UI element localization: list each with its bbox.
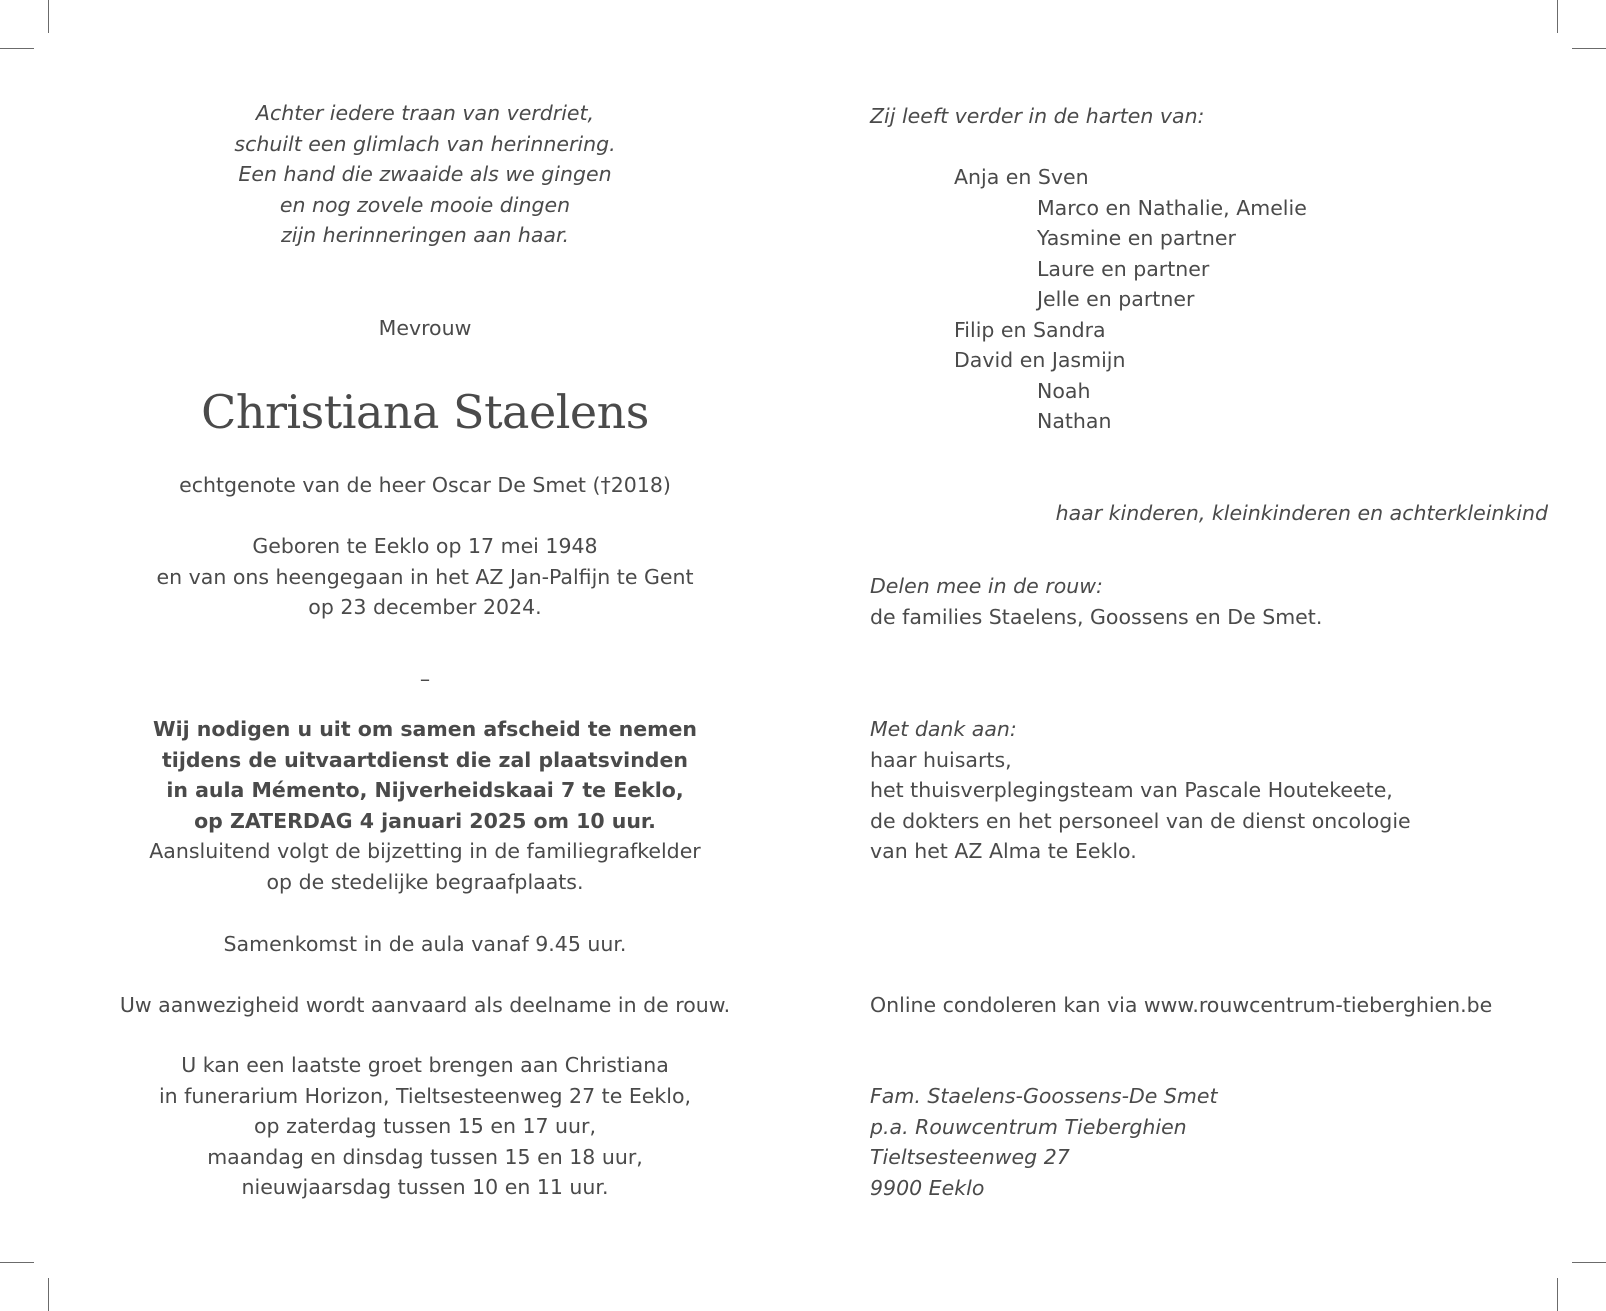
poem [110,98,740,251]
invitation [110,714,740,897]
thanks [870,714,1590,867]
thanks-line: haar huisarts, [870,747,1012,772]
presence-line: Uw aanwezigheid wordt aanvaard als deelname in de rouw. [119,993,731,1017]
crop-mark [48,1278,49,1311]
invitation-line: tijdens de uitvaartdienst die zal plaatsvinden [162,747,688,772]
visitation-line: op zaterdag tussen 15 en 17 uur, [254,1114,596,1138]
visitation-line: maandag en dinsdag tussen 15 en 18 uur, [207,1144,643,1169]
birth-death-line: Geboren te Eeklo op 17 mei 1948 [252,534,598,558]
separator: – [419,667,431,691]
birth-death-line: op 23 december 2024. [308,595,542,619]
family-member: David en Jasmijn [954,348,1126,372]
address-line: 9900 Eeklo [870,1175,985,1200]
mourning [870,571,1590,632]
visitation [110,1050,740,1203]
crop-mark [1572,48,1606,49]
mourning-heading: Delen mee in de rouw: [870,574,1103,598]
crop-mark [48,0,49,33]
burial-line: op de stedelijke begraafplaats. [266,869,584,894]
visitation-line: in funerarium Horizon, Tieltsesteenweg 27 te Eeklo, [158,1083,692,1108]
signed-by: haar kinderen, kleinkinderen en achterkleinkind [1055,501,1548,525]
poem-line: Een hand die zwaaide als we gingen [238,162,612,186]
crop-mark [1557,1278,1558,1311]
thanks-line: van het AZ Alma te Eeklo. [870,839,1137,863]
mourning-families: de families Staelens, Goossens en De Smet. [870,604,1323,629]
thanks-heading: Met dank aan: [870,717,1017,741]
poem-line: en nog zovele mooie dingen [279,192,571,217]
crop-mark [1557,0,1558,33]
family-member: Noah [1037,378,1091,403]
lives-on-heading: Zij leeft verder in de harten van: [870,104,1205,128]
thanks-line: het thuisverplegingsteam van Pascale Houtekeete, [870,778,1393,802]
crop-mark [0,48,34,49]
poem-line: Achter iedere traan van verdriet, [255,101,595,125]
deceased-name: Christiana Staelens [201,385,649,439]
visitation-line: U kan een laatste groet brengen aan Christiana [181,1053,669,1077]
invitation-line: Wij nodigen u uit om samen afscheid te nemen [152,717,698,741]
birth-death-info [110,531,740,623]
thanks-line: de dokters en het personeel van de dienst oncologie [870,808,1411,833]
invitation-line: in aula Mémento, Nijverheidskaai 7 te Eeklo, [166,778,684,802]
family-member: Nathan [1037,409,1112,433]
birth-death-line: en van ons heengegaan in het AZ Jan-Palfijn te Gent [156,564,694,589]
family-member: Marco en Nathalie, Amelie [1037,195,1307,220]
crop-mark [1572,1262,1606,1263]
gathering-line: Samenkomst in de aula vanaf 9.45 uur. [223,932,627,956]
family-member: Yasmine en partner [1037,226,1236,250]
family-member: Anja en Sven [954,165,1089,189]
family-member: Jelle en partner [1037,287,1195,311]
visitation-line: nieuwjaarsdag tussen 10 en 11 uur. [241,1175,609,1199]
burial-line: Aansluitend volgt de bijzetting in de familiegrafkelder [149,839,701,863]
online-condolence: Online condoleren kan via www.rouwcentrum-tieberghien.be [870,993,1493,1017]
spouse-line: echtgenote van de heer Oscar De Smet (†2018) [179,473,671,497]
address-line: Fam. Staelens-Goossens-De Smet [870,1084,1218,1108]
poem-line: zijn herinneringen aan haar. [280,223,570,247]
salutation: Mevrouw [378,316,472,340]
invitation-line: op ZATERDAG 4 januari 2025 om 10 uur. [194,808,656,833]
family-list [870,162,1590,437]
poem-line: schuilt een glimlach van herinnering. [234,131,616,156]
family-member: Laure en partner [1037,256,1210,281]
family-member: Filip en Sandra [954,317,1106,342]
address-block [870,1081,1590,1203]
address-line: p.a. Rouwcentrum Tieberghien [870,1114,1187,1139]
crop-mark [0,1262,34,1263]
address-line: Tieltsesteenweg 27 [870,1145,1070,1169]
